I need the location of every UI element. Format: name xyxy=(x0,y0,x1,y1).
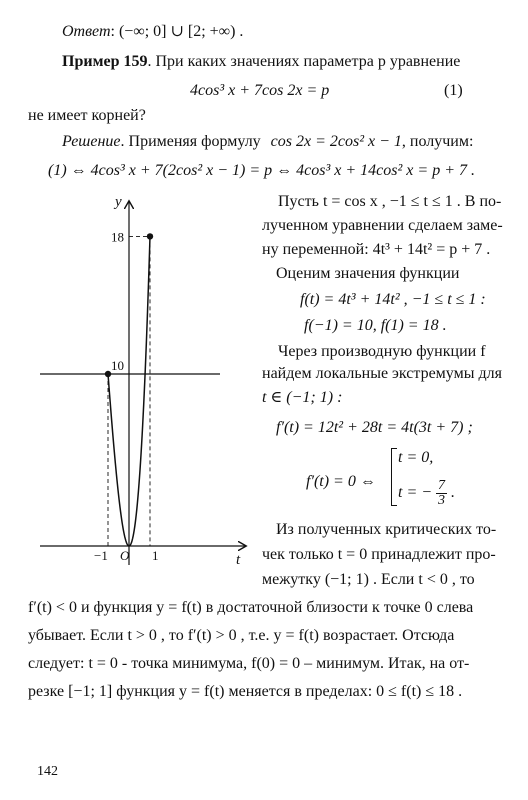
system-bracket xyxy=(391,448,397,506)
rc-line-11: Из полученных критических то- xyxy=(276,521,497,538)
tick-label-1: 1 xyxy=(152,548,159,563)
rc-line-10: f′(t) = 12t² + 28t = 4t(3t + 7) ; xyxy=(276,419,473,436)
system-eq-2-dot: . xyxy=(451,484,456,501)
tick-label-18: 18 xyxy=(111,229,124,245)
rc-line-1: Пусть t = cos x , −1 ≤ t ≤ 1 . В по- xyxy=(278,193,502,210)
solution-tail: , получим: xyxy=(401,133,474,150)
fraction-7-3 xyxy=(436,479,447,508)
bottom-line-3: следует: t = 0 - точка минимума, f(0) = 0 – минимум. Итак, на от- xyxy=(28,655,470,672)
system-eq-2-left: t = − xyxy=(398,484,433,501)
function-graph xyxy=(40,190,260,570)
rc-line-12: чек только t = 0 принадлежит про- xyxy=(262,546,496,563)
rc-line-2: лученном уравнении сделаем заме- xyxy=(262,217,503,234)
t-axis-label: t xyxy=(236,552,241,568)
rc-line-7: Через производную функции f xyxy=(278,343,486,360)
rc-line-9: t ∈ (−1; 1) : xyxy=(262,389,343,406)
bottom-line-4: резке [−1; 1] функция y = f(t) меняется в пределах: 0 ≤ f(t) ≤ 18 . xyxy=(28,683,463,700)
system-eq-2 xyxy=(398,478,455,508)
example-text: . При каких значениях параметра p уравнение xyxy=(147,53,461,70)
rc-line-6: f(−1) = 10, f(1) = 18 . xyxy=(304,317,447,334)
endpoint-2 xyxy=(147,233,153,239)
rc-line-5: f(t) = 4t³ + 14t² , −1 ≤ t ≤ 1 : xyxy=(300,291,486,308)
answer-label: Ответ xyxy=(62,23,111,40)
rc-line-13: межутку (−1; 1) . Если t < 0 , то xyxy=(262,571,475,588)
tick-label-minus-1: −1 xyxy=(94,548,108,563)
bottom-line-2: убывает. Если t > 0 , то f′(t) > 0 , т.е. y = f(t) возрастает. Отсюда xyxy=(28,627,455,644)
rc-line-4: Оценим значения функции xyxy=(276,265,460,282)
page-number: 142 xyxy=(37,764,58,779)
answer-value: : (−∞; 0] ∪ [2; +∞) . xyxy=(110,23,244,40)
fraction-num: 7 xyxy=(438,477,446,493)
bottom-line-1: f′(t) < 0 и функция y = f(t) в достаточной близости к точке 0 слева xyxy=(28,599,474,616)
example-header xyxy=(62,52,460,72)
solution-label: Решение xyxy=(62,133,121,150)
y-axis-label: y xyxy=(115,194,122,210)
derivation-line: (1) ⇔ 4cos³ x + 7(2cos² x − 1) = p ⇔ 4cos³ x + 14cos² x = p + 7 . xyxy=(48,162,475,179)
answer-line xyxy=(62,22,243,42)
rc-line-3: ну переменной: 4t³ + 14t² = p + 7 . xyxy=(262,241,491,258)
system-eq-1: t = 0, xyxy=(398,449,434,466)
origin-label: O xyxy=(120,548,130,563)
no-roots-text: не имеет корней? xyxy=(28,107,146,124)
fraction-den: 3 xyxy=(438,492,446,508)
rc-line-8: найдем локальные экстремумы для xyxy=(262,365,502,382)
solution-text: . Применяя формулу xyxy=(120,133,261,150)
tick-label-10: 10 xyxy=(111,358,124,373)
example-label: Пример 159 xyxy=(62,53,148,70)
solution-line xyxy=(62,132,473,152)
system-left: f′(t) = 0 ⇔ xyxy=(306,473,376,490)
equation-main: 4cos³ x + 7cos 2x = p xyxy=(190,82,330,99)
equation-number: (1) xyxy=(444,82,463,99)
solution-formula: cos 2x = 2cos² x − 1 xyxy=(270,133,402,150)
